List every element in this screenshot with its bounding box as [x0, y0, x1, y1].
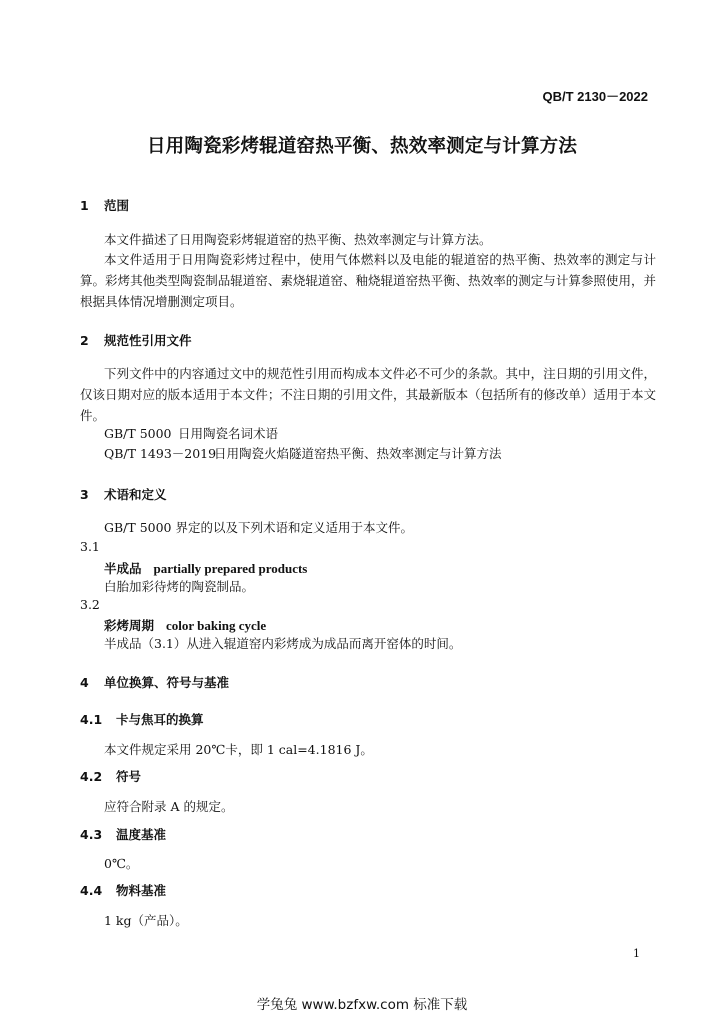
section-3-heading — [80, 485, 167, 503]
subsection-number: 4.2 — [80, 769, 103, 784]
section-1-heading — [80, 196, 129, 214]
section-title: 单位换算、符号与基准 — [104, 675, 230, 690]
section-number: 1 — [80, 198, 89, 213]
subsection-heading — [80, 767, 141, 785]
section-title: 规范性引用文件 — [104, 333, 192, 348]
term-chinese: 半成品 — [104, 561, 142, 576]
subsection-heading — [80, 881, 166, 899]
term-heading — [104, 615, 266, 634]
section-1-paragraph-1: 本文件描述了日用陶瓷彩烤辊道窑的热平衡、热效率测定与计算方法。 — [104, 232, 492, 247]
section-number: 4 — [80, 675, 89, 690]
reference-code: GB/T 5000 — [104, 426, 172, 441]
subsection-heading — [80, 710, 204, 728]
term-english: partially prepared products — [153, 561, 308, 576]
section-2-paragraph: 下列文件中的内容通过文中的规范性引用而构成本文件必不可少的条款。其中，注日期的引用文件，仅该日期对应的版本适用于本文件；不注日期的引用文件，其最新版本（包括所有的修改单）适用于本文件。 — [80, 366, 656, 423]
reference-item — [104, 444, 502, 462]
term-number: 3.2 — [80, 597, 100, 612]
reference-item — [104, 424, 278, 442]
reference-title: 日用陶瓷名词术语 — [178, 426, 279, 441]
section-number: 3 — [80, 487, 89, 502]
term-definition: 白胎加彩待烤的陶瓷制品。 — [104, 579, 255, 594]
download-footer: 学兔兔 www.bzfxw.com 标准下载 — [256, 997, 468, 1013]
section-2-heading — [80, 331, 192, 349]
term-chinese: 彩烤周期 — [104, 618, 155, 633]
subsection-text: 本文件规定采用 20℃卡，即 1 cal=4.1816 J。 — [104, 742, 373, 757]
standard-number: QB/T 2130－2022 — [542, 89, 648, 104]
section-1-paragraph-2: 本文件适用于日用陶瓷彩烤过程中，使用气体燃料以及电能的辊道窑的热平衡、热效率的测定与计算。彩烤其他类型陶瓷制品辊道窑、素烧辊道窑、釉烧辊道窑热平衡、热效率的测定与计算参照使用，并根据具体情况增删测定项目。 — [80, 252, 656, 309]
term-number: 3.1 — [80, 539, 100, 554]
term-english: color baking cycle — [166, 618, 267, 633]
subsection-number: 4.4 — [80, 883, 103, 898]
subsection-text: 应符合附录 A 的规定。 — [104, 799, 234, 814]
subsection-title: 卡与焦耳的换算 — [116, 712, 204, 727]
section-title: 术语和定义 — [104, 487, 167, 502]
subsection-title: 物料基准 — [116, 883, 167, 898]
subsection-title: 温度基准 — [116, 827, 167, 842]
term-heading — [104, 558, 307, 577]
page-number: 1 — [633, 947, 640, 960]
reference-title: 日用陶瓷火焰隧道窑热平衡、热效率测定与计算方法 — [214, 446, 502, 461]
document-title: 日用陶瓷彩烤辊道窑热平衡、热效率测定与计算方法 — [146, 136, 578, 157]
subsection-text: 0℃。 — [104, 856, 139, 871]
section-title: 范围 — [104, 198, 130, 213]
section-4-heading — [80, 673, 229, 691]
subsection-title: 符号 — [116, 769, 142, 784]
section-number: 2 — [80, 333, 89, 348]
subsection-heading — [80, 825, 166, 843]
reference-code: QB/T 1493－2019 — [104, 446, 217, 461]
subsection-number: 4.1 — [80, 712, 103, 727]
subsection-text: 1 kg（产品）。 — [104, 913, 188, 928]
section-3-intro: GB/T 5000 界定的以及下列术语和定义适用于本文件。 — [104, 520, 413, 535]
term-definition: 半成品（3.1）从进入辊道窑内彩烤成为成品而离开窑体的时间。 — [104, 636, 462, 651]
subsection-number: 4.3 — [80, 827, 103, 842]
